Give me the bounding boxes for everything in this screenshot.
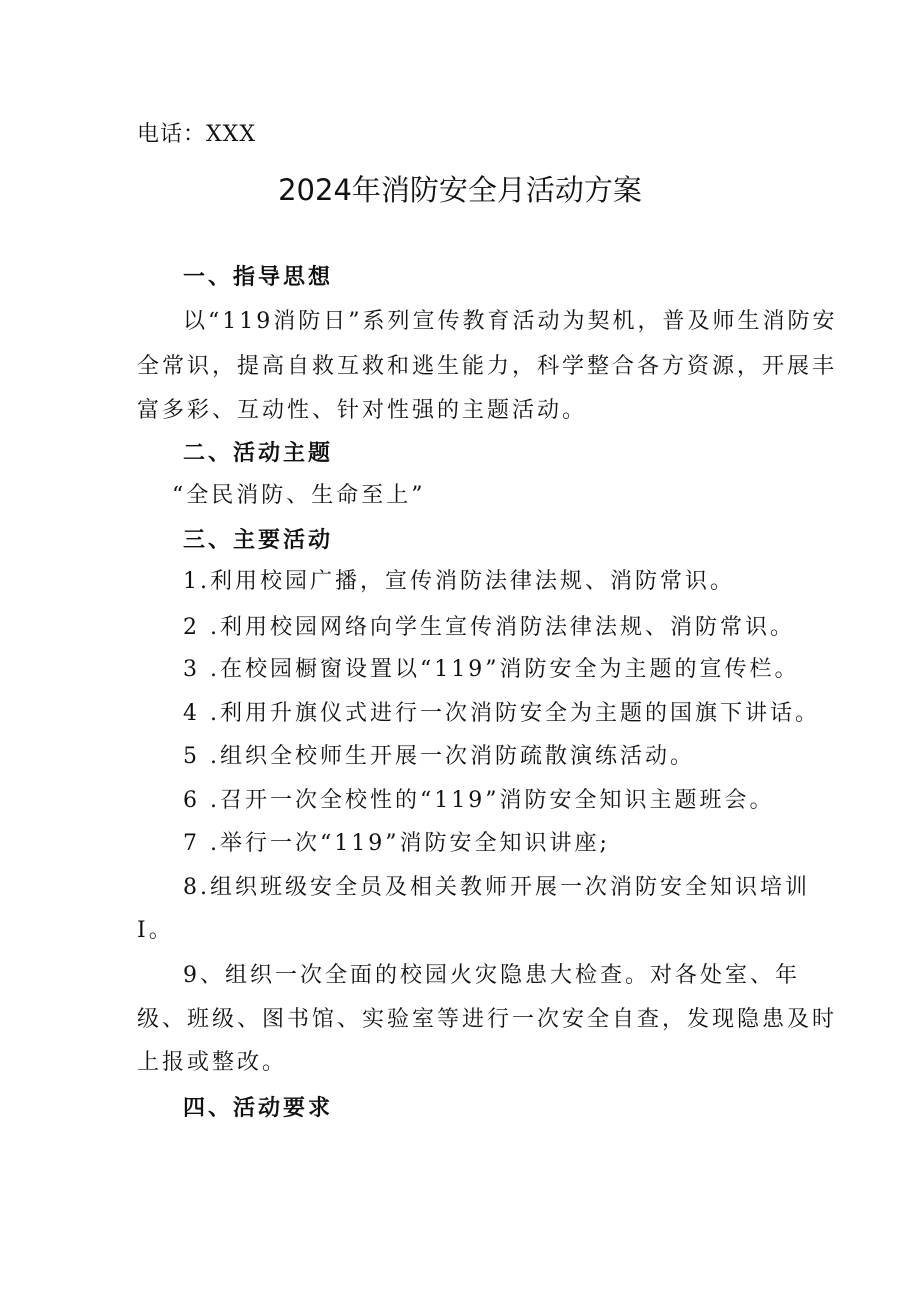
activity-item-continuation: I。 (137, 918, 174, 943)
activity-item: 6 .召开一次全校性的“119”消防安全知识主题班会。 (183, 788, 775, 813)
document-title: 2024年消防安全月活动方案 (278, 173, 642, 207)
section-heading-guiding-ideology: 一、指导思想 (183, 264, 334, 290)
section-heading-activity-requirements: 四、活动要求 (183, 1095, 334, 1121)
activity-item-continuation: 级、班级、图书馆、实验室等进行一次安全自查，发现隐患及时 (137, 1007, 838, 1032)
activity-item: 3 .在校园橱窗设置以“119”消防安全为主题的宣传栏。 (183, 657, 800, 682)
activity-item: 7 .举行一次“119”消防安全知识讲座; (183, 831, 610, 856)
activity-item: 2 .利用校园网络向学生宣传消防法律法规、消防常识。 (183, 615, 795, 640)
activity-item-continuation: 上报或整改。 (137, 1050, 288, 1075)
section-heading-activity-theme: 二、活动主题 (183, 440, 334, 466)
section-heading-main-activities: 三、主要活动 (183, 527, 334, 553)
paragraph-line: 富多彩、互动性、针对性强的主题活动。 (137, 398, 588, 423)
paragraph-line: 全常识，提高自救互救和逃生能力，科学整合各方资源，开展丰 (137, 354, 838, 379)
phone-line: 电话：XXX (137, 122, 256, 147)
activity-item: 5 .组织全校师生开展一次消防疏散演练活动。 (183, 744, 695, 769)
activity-item: 9、组织一次全面的校园火灾隐患大检查。对各处室、年 (183, 963, 800, 988)
activity-theme-text: “全民消防、生命至上” (172, 483, 426, 508)
activity-item: 8.组织班级安全员及相关教师开展一次消防安全知识培训 (183, 875, 810, 900)
activity-item: 4 .利用升旗仪式进行一次消防安全为主题的国旗下讲话。 (183, 701, 820, 726)
activity-item: 1.利用校园广播，宣传消防法律法规、消防常识。 (183, 569, 735, 594)
paragraph-line: 以“119消防日”系列宣传教育活动为契机，普及师生消防安 (183, 309, 838, 334)
